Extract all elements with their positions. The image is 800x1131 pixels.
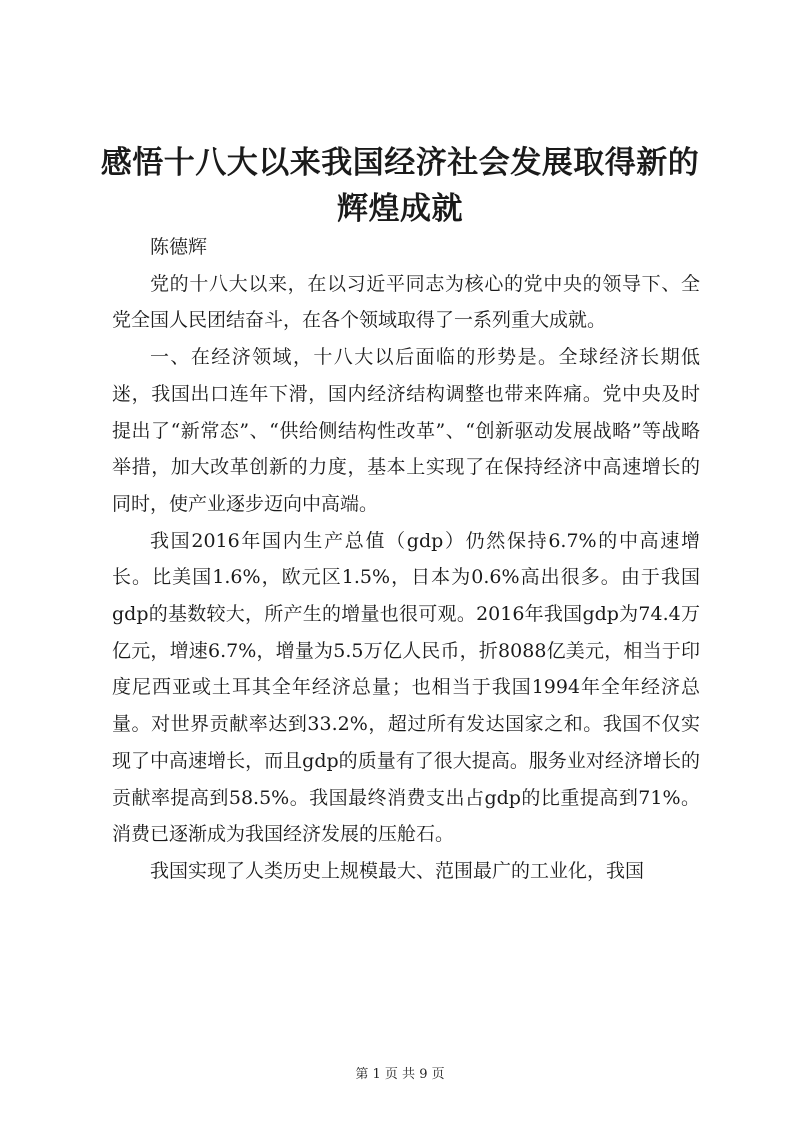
author-line: 陈德辉 — [150, 236, 208, 258]
paragraph-intro: 党的十八大以来，在以习近平同志为核心的党中央的领导下、全党全国人民团结奋斗，在各个领域取得了一系列重大成就。 — [112, 272, 700, 332]
paragraph-gdp-growth: 我国2016年国内生产总值（gdp）仍然保持6.7%的中高速增长。比美国1.6%，欧元区1.5%，日本为0.6%高出很多。由于我国gdp的基数较大，所产生的增量也很可观。2016年我国gdp为74.4万亿元，增速6.7%，增量为5.5万亿人民币，折8088亿美元，相当于印度尼西亚或土耳其全年经济总量；也相当于我国1994年全年经济总量。对世界贡献率达到33.2%，超过所有发达国家之和。我国不仅实现了中高速增长，而且gdp的质量有了很大提高。服务业对经济增长的贡献率提高到58.5%。我国最终消费支出占gdp的比重提高到71%。消费已逐渐成为我国经济发展的压舱石。 — [112, 529, 700, 846]
document-title: 感悟十八大以来我国经济社会发展取得新的辉煌成就 — [100, 145, 700, 227]
page-footer: 第 1 页 共 9 页 — [355, 1067, 445, 1082]
document-body — [112, 229, 700, 890]
paragraph-economy-section: 一、在经济领域，十八大以后面临的形势是。全球经济长期低迷，我国出口连年下滑，国内经济结构调整也带来阵痛。党中央及时提出了“新常态”、“供给侧结构性改革”、“创新驱动发展战略”等战略举措，加大改革创新的力度，基本上实现了在保持经济中高速增长的同时，使产业逐步迈向中高端。 — [112, 346, 700, 515]
paragraph-industrialization: 我国实现了人类历史上规模最大、范围最广的工业化，我国 — [150, 859, 645, 882]
